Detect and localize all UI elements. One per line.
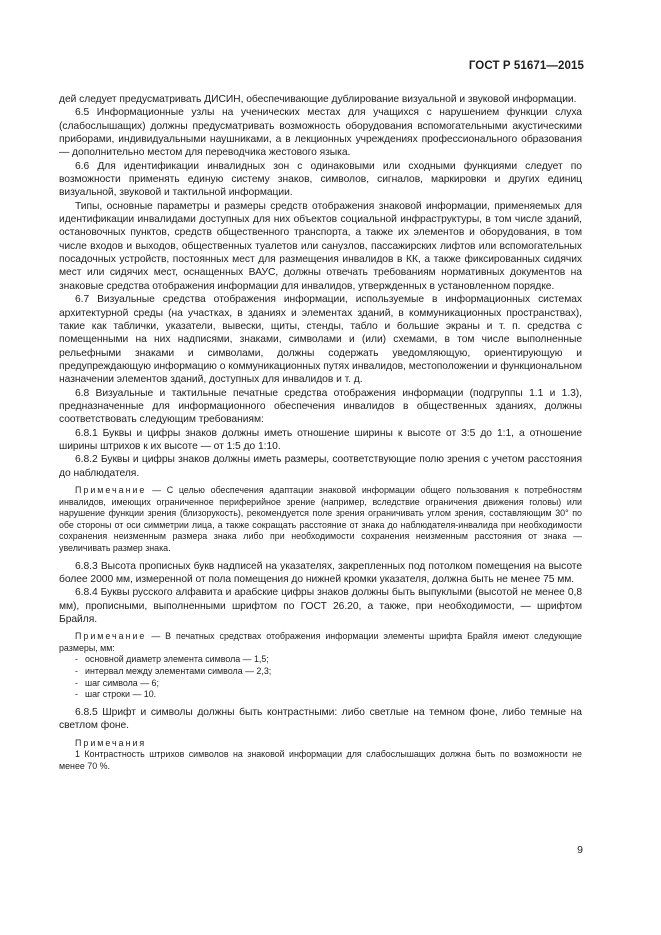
note-2: [59, 631, 582, 654]
paragraph-6-8-3: 6.8.3 Высота прописных букв надписей на указателях, закрепленных под потолком помещения на высоте более 2000 мм, измеренной от пола помещения до нижней кромки указателя, должна быть не менее 75 мм.: [59, 560, 582, 585]
note-1: [59, 485, 582, 555]
note-label: Примечание: [75, 484, 147, 495]
paragraph-6-7: 6.7 Визуальные средства отображения информации, используемые в информационных системах архитектурной среды (на участках, в зданиях и элементах зданий, в коммуникационных пространствах), такие как таблички, указатели, вывески, щиты, стенды, табло и большие экраны и т. п. средства с помещенными на них надписями, знаками, символами и (или) схемами, в том числе выполненные рельефными знаками и символами, должны содержать уведомляющую, ориентирующую и предупреждающую информацию о коммуникационных путях инвалидов, местоположении и функциональном назначении элементов зданий, доступных для инвалидов и т. д.: [59, 294, 582, 386]
note-label: Примечание: [75, 631, 147, 642]
note-list: [59, 654, 582, 700]
paragraph-types: Типы, основные параметры и размеры средств отображения знаковой информации, применяемых для идентификации инвалидами доступных для них объектов социальной инфраструктуры, в том числе зданий, остановочных пунктов, средств общественного транспорта, а также их элементов и оборудования, в том числе входов и выходов, общественных туалетов или санузлов, пассажирских лифтов или вспомогательных посадочных устройств, постоянных мест для размещения инвалидов в КК, а также фиксированных сидячих мест или сидячих мест, оснащенных ВАУС, должны отвечать требованиям нормативных документов на знаковые средства отображения информации для инвалидов, утвержденных в установленном порядке.: [59, 200, 582, 292]
note-label: Примечания: [75, 737, 147, 748]
list-item: - шаг строки — 10.: [59, 689, 582, 701]
notes-heading: [59, 738, 582, 750]
paragraph-continued: дей следует предусматривать ДИСИН, обеспечивающие дублирование визуальной и звуковой информации.: [59, 94, 577, 105]
paragraph-6-8-2: 6.8.2 Буквы и цифры знаков должны иметь размеры, соответствующие полю зрения с учетом расстояния до наблюдателя.: [59, 454, 582, 479]
paragraph-6-8-4: 6.8.4 Буквы русского алфавита и арабские цифры знаков должны быть выпуклыми (высотой не менее 0,8 мм), прописными, выполненными шрифтом по ГОСТ 26.20, а также, при необходимости, — шрифтом Брайля.: [59, 587, 582, 625]
list-item: - интервал между элементами символа — 2,3;: [59, 666, 582, 678]
paragraph-6-8-5: 6.8.5 Шрифт и символы должны быть контрастными: либо светлые на темном фоне, либо темные на светлом фоне.: [59, 706, 582, 732]
paragraph-6-8-1: 6.8.1 Буквы и цифры знаков должны иметь отношение ширины к высоте от 3:5 до 1:1, а отношение ширины штрихов к их высоте — от 1:5 до 1:10.: [59, 427, 582, 452]
list-item: - шаг символа — 6;: [59, 678, 582, 690]
document-body: [59, 93, 582, 772]
paragraph-6-5: 6.5 Информационные узлы на ученических местах для учащихся с нарушением функции слуха (слабослышащих) должны предусматривать возможность оборудования вспомогательными акустическими приборами, индивидуальными наушниками, а в лекционных учреждениях профессионального образования — дополнительно местом для переводчика жестового языка.: [59, 107, 582, 159]
note-text: — С целью обеспечения адаптации знаковой информации общего пользования к потребностям инвалидов, имеющих ограниченное периферийное зрение (например, вследствие ограничения движения головы) или нарушение функции зрения (близорукость), рекомендуется поле зрения ограничивать углом зрения, составляющим 30° по обе стороны от оси симметрии лица, а также сокращать расстояние от знака до наблюдателя-инвалида при необходимости сохранения неизменным размера знака либо при необходимости сохранения неизменным расстояния от знака — увеличивать размер знака.: [59, 484, 582, 553]
paragraph-6-6: 6.6 Для идентификации инвалидных зон с одинаковыми или сходными функциями следует по возможности применять единую систему знаков, символов, сигналов, маркировки и других единиц визуальной, звуковой и тактильной информации.: [59, 160, 582, 199]
note-3-item-1: 1 Контрастность штрихов символов на знаковой информации для слабослышащих должна быть по возможности не менее 70 %.: [59, 749, 582, 771]
list-item: - основной диаметр элемента символа — 1,5;: [59, 654, 582, 666]
document-code: ГОСТ Р 51671—2015: [468, 60, 584, 72]
note-text: — В печатных средствах отображения информации элементы шрифта Брайля имеют следующие размеры, мм:: [59, 631, 582, 653]
page-number: 9: [577, 844, 583, 856]
paragraph-6-8: 6.8 Визуальные и тактильные печатные средства отображения информации (подгруппы 1.1 и 1.3), предназначенные для информационного обеспечения инвалидов в общественных зданиях, должны соответствовать следующим требованиям:: [59, 387, 582, 426]
